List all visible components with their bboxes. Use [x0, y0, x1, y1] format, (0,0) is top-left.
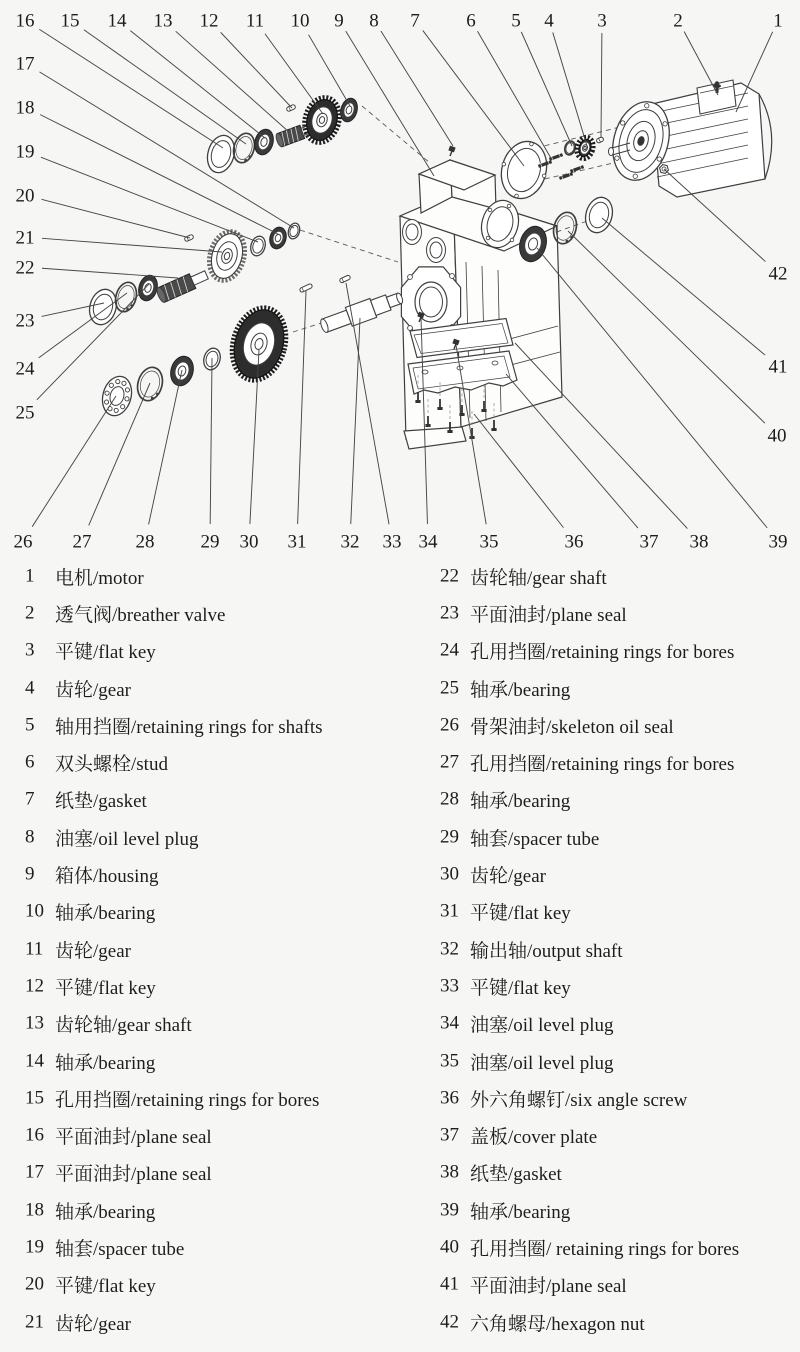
callout-number: 31 [287, 531, 307, 553]
leader-line [130, 31, 265, 138]
part-row [415, 894, 800, 931]
part-number: 2 [25, 602, 35, 624]
leader-line [149, 370, 182, 524]
part-row [415, 1267, 800, 1304]
leader-line [515, 343, 687, 529]
part-label: 孔用挡圈/retaining rings for bores [470, 642, 735, 664]
leader-line [381, 31, 453, 146]
part-number: 33 [440, 975, 459, 997]
leader-line [265, 34, 323, 114]
callout-number: 38 [689, 531, 709, 553]
callout-number: 2 [673, 10, 683, 32]
part-number: 6 [25, 751, 35, 773]
part-number: 18 [25, 1199, 44, 1221]
callout-number: 4 [544, 10, 554, 32]
part-number: 37 [440, 1124, 459, 1146]
part-number: 35 [440, 1050, 459, 1072]
callout-number: 1 [773, 10, 783, 32]
leader-line [568, 231, 765, 423]
callout-number: 5 [511, 10, 521, 32]
part-number: 26 [440, 714, 459, 736]
parts-list-left-column [0, 558, 398, 1341]
part-label: 平面油封/plane seal [470, 604, 627, 626]
part-label: 轴套/spacer tube [55, 1238, 185, 1260]
part-row [0, 1192, 398, 1229]
housing-drawing [400, 160, 562, 449]
part-label: 齿轮/gear [55, 679, 131, 701]
part-label: 孔用挡圈/retaining rings for bores [470, 754, 735, 776]
part-label: 双头螺栓/stud [55, 754, 168, 776]
part-number: 38 [440, 1161, 459, 1183]
callout-number: 16 [15, 10, 35, 32]
part-label: 六角螺母/hexagon nut [470, 1313, 645, 1335]
part-number: 7 [25, 788, 35, 810]
part-label: 输出轴/output shaft [470, 940, 623, 962]
part-row [415, 968, 800, 1005]
leader-line [39, 293, 127, 358]
callout-number: 8 [369, 10, 379, 32]
part-label: 电机/motor [55, 567, 144, 589]
callout-number: 11 [245, 10, 265, 32]
part-label: 齿轮轴/gear shaft [470, 567, 607, 589]
part-number: 16 [25, 1124, 44, 1146]
callout-number: 26 [13, 531, 33, 553]
part-row [0, 558, 398, 595]
part-label: 油塞/oil level plug [470, 1015, 614, 1037]
part-number: 23 [440, 602, 459, 624]
part-row [415, 744, 800, 781]
part-number: 24 [440, 639, 459, 661]
callout-number: 32 [340, 531, 360, 553]
callout-number: 35 [479, 531, 499, 553]
part-label: 盖板/cover plate [470, 1127, 598, 1149]
part-number: 31 [440, 900, 459, 922]
part-number: 39 [440, 1199, 459, 1221]
callout-number: 20 [15, 185, 35, 207]
part-number: 34 [440, 1012, 459, 1034]
part-row [415, 1192, 800, 1229]
callout-number: 6 [466, 10, 476, 32]
part-number: 3 [25, 639, 35, 661]
callout-number: 39 [768, 531, 788, 553]
part-row [415, 1043, 800, 1080]
part-number: 4 [25, 677, 35, 699]
part-row [0, 1267, 398, 1304]
part-row [415, 1080, 800, 1117]
part-label: 轴承/bearing [470, 1201, 571, 1223]
callout-number: 36 [564, 531, 584, 553]
part-number: 10 [25, 900, 44, 922]
part-number: 27 [440, 751, 459, 773]
leader-line [40, 115, 278, 234]
part-row [0, 670, 398, 707]
part-row [415, 782, 800, 819]
part-row [415, 931, 800, 968]
part-number: 42 [440, 1311, 459, 1333]
part-label: 平键/flat key [470, 903, 571, 925]
part-number: 12 [25, 975, 44, 997]
callout-number: 40 [767, 425, 787, 447]
part-label: 透气阀/breather valve [55, 604, 226, 626]
callout-number: 33 [382, 531, 402, 553]
part-number: 29 [440, 826, 459, 848]
part-label: 轴承/bearing [55, 1052, 156, 1074]
leader-line [553, 32, 587, 146]
part-row [0, 595, 398, 632]
callout-number: 21 [15, 227, 35, 249]
leader-line [601, 33, 602, 138]
part-row [0, 856, 398, 893]
leader-line [506, 374, 638, 528]
part-label: 骨架油封/skeleton oil seal [470, 716, 674, 738]
callout-number: 23 [15, 310, 35, 332]
part-label: 孔用挡圈/retaining rings for bores [55, 1089, 320, 1111]
part-label: 轴承/bearing [470, 791, 571, 813]
leader-line [84, 30, 246, 144]
part-number: 15 [25, 1087, 44, 1109]
leader-line [478, 31, 552, 160]
part-number: 11 [25, 938, 44, 960]
callout-number: 29 [200, 531, 220, 553]
callout-number: 13 [153, 10, 173, 32]
part-row [415, 1006, 800, 1043]
callout-number: 24 [15, 358, 35, 380]
part-number: 20 [25, 1273, 44, 1295]
leader-line [346, 31, 434, 176]
part-row [415, 1304, 800, 1341]
callout-number: 9 [334, 10, 344, 32]
callout-number: 10 [290, 10, 310, 32]
leader-line [176, 31, 289, 132]
callout-number: 37 [639, 531, 659, 553]
leader-line [41, 199, 190, 238]
part-row [0, 968, 398, 1005]
exploded-view-diagram [0, 0, 800, 560]
part-label: 外六角螺钉/six angle screw [470, 1089, 688, 1111]
part-row [0, 819, 398, 856]
part-number: 17 [25, 1161, 44, 1183]
part-row [0, 931, 398, 968]
part-number: 25 [440, 677, 459, 699]
leader-line [423, 30, 524, 166]
part-number: 5 [25, 714, 35, 736]
leader-line [298, 291, 306, 524]
part-number: 19 [25, 1236, 44, 1258]
part-number: 32 [440, 938, 459, 960]
part-label: 纸垫/gasket [470, 1164, 562, 1186]
leader-line [32, 396, 116, 527]
part-row [0, 782, 398, 819]
part-label: 油塞/oil level plug [55, 828, 199, 850]
part-label: 轴承/bearing [55, 1201, 156, 1223]
callout-number: 17 [15, 53, 35, 75]
callout-number: 3 [597, 10, 607, 32]
part-label: 平面油封/plane seal [55, 1127, 212, 1149]
part-label: 平键/flat key [55, 1276, 156, 1298]
part-row [415, 1117, 800, 1154]
leader-line [221, 32, 292, 108]
part-label: 油塞/oil level plug [470, 1052, 614, 1074]
callout-number: 7 [410, 10, 420, 32]
part-label: 孔用挡圈/ retaining rings for bores [470, 1238, 740, 1260]
callout-number: 12 [199, 10, 219, 32]
leader-line [309, 35, 350, 106]
callout-number: 15 [60, 10, 80, 32]
callout-number: 27 [72, 531, 92, 553]
part-row [415, 1229, 800, 1266]
part-number: 22 [440, 565, 459, 587]
part-row [0, 744, 398, 781]
part-label: 平键/flat key [55, 977, 156, 999]
part-label: 轴承/bearing [470, 679, 571, 701]
part-label: 齿轮/gear [470, 865, 546, 887]
leader-line [351, 318, 360, 524]
part-row [0, 633, 398, 670]
part-row [415, 1155, 800, 1192]
callout-number: 14 [107, 10, 127, 32]
part-row [0, 1043, 398, 1080]
part-row [0, 1229, 398, 1266]
callout-number: 22 [15, 257, 35, 279]
part-row [415, 670, 800, 707]
parts-list-right-column [415, 558, 800, 1341]
part-number: 28 [440, 788, 459, 810]
part-number: 14 [25, 1050, 44, 1072]
part-row [0, 1006, 398, 1043]
part-label: 轴承/bearing [55, 903, 156, 925]
part-row [415, 707, 800, 744]
part-row [415, 595, 800, 632]
part-number: 41 [440, 1273, 459, 1295]
leader-line [521, 32, 572, 146]
part-number: 8 [25, 826, 35, 848]
part-number: 30 [440, 863, 459, 885]
part-label: 齿轮轴/gear shaft [55, 1015, 192, 1037]
part-label: 齿轮/gear [55, 1313, 131, 1335]
leader-line [42, 238, 222, 252]
part-row [0, 894, 398, 931]
part-label: 箱体/housing [55, 865, 159, 887]
part-label: 平面油封/plane seal [55, 1164, 212, 1186]
part-row [415, 856, 800, 893]
leader-line [474, 414, 563, 528]
part-row [415, 558, 800, 595]
part-number: 40 [440, 1236, 459, 1258]
motor-drawing [604, 80, 772, 197]
leader-line [210, 358, 212, 524]
callout-number: 41 [768, 356, 788, 378]
callout-number: 42 [768, 263, 788, 285]
callout-labels [14, 11, 788, 553]
callout-number: 30 [239, 531, 259, 553]
callout-number: 34 [418, 531, 438, 553]
leader-line [684, 31, 718, 95]
part-row [0, 1117, 398, 1154]
part-row [0, 1155, 398, 1192]
parts-drawings [86, 80, 772, 449]
part-row [0, 1304, 398, 1341]
part-number: 9 [25, 863, 35, 885]
leader-line [537, 248, 767, 528]
part-label: 平键/flat key [55, 642, 156, 664]
part-row [415, 633, 800, 670]
part-row [415, 819, 800, 856]
part-number: 21 [25, 1311, 44, 1333]
part-label: 纸垫/gasket [55, 791, 147, 813]
callout-number: 19 [15, 141, 35, 163]
part-row [0, 1080, 398, 1117]
part-label: 平面油封/plane seal [470, 1276, 627, 1298]
callout-number: 25 [15, 402, 35, 424]
leader-line [42, 268, 178, 278]
part-number: 13 [25, 1012, 44, 1034]
callout-number: 18 [15, 97, 35, 119]
part-number: 1 [25, 565, 35, 587]
part-label: 轴套/spacer tube [470, 828, 600, 850]
part-number: 36 [440, 1087, 459, 1109]
part-row [0, 707, 398, 744]
part-label: 齿轮/gear [55, 940, 131, 962]
part-label: 平键/flat key [470, 977, 571, 999]
part-label: 轴用挡圈/retaining rings for shafts [55, 716, 323, 738]
callout-number: 28 [135, 531, 155, 553]
